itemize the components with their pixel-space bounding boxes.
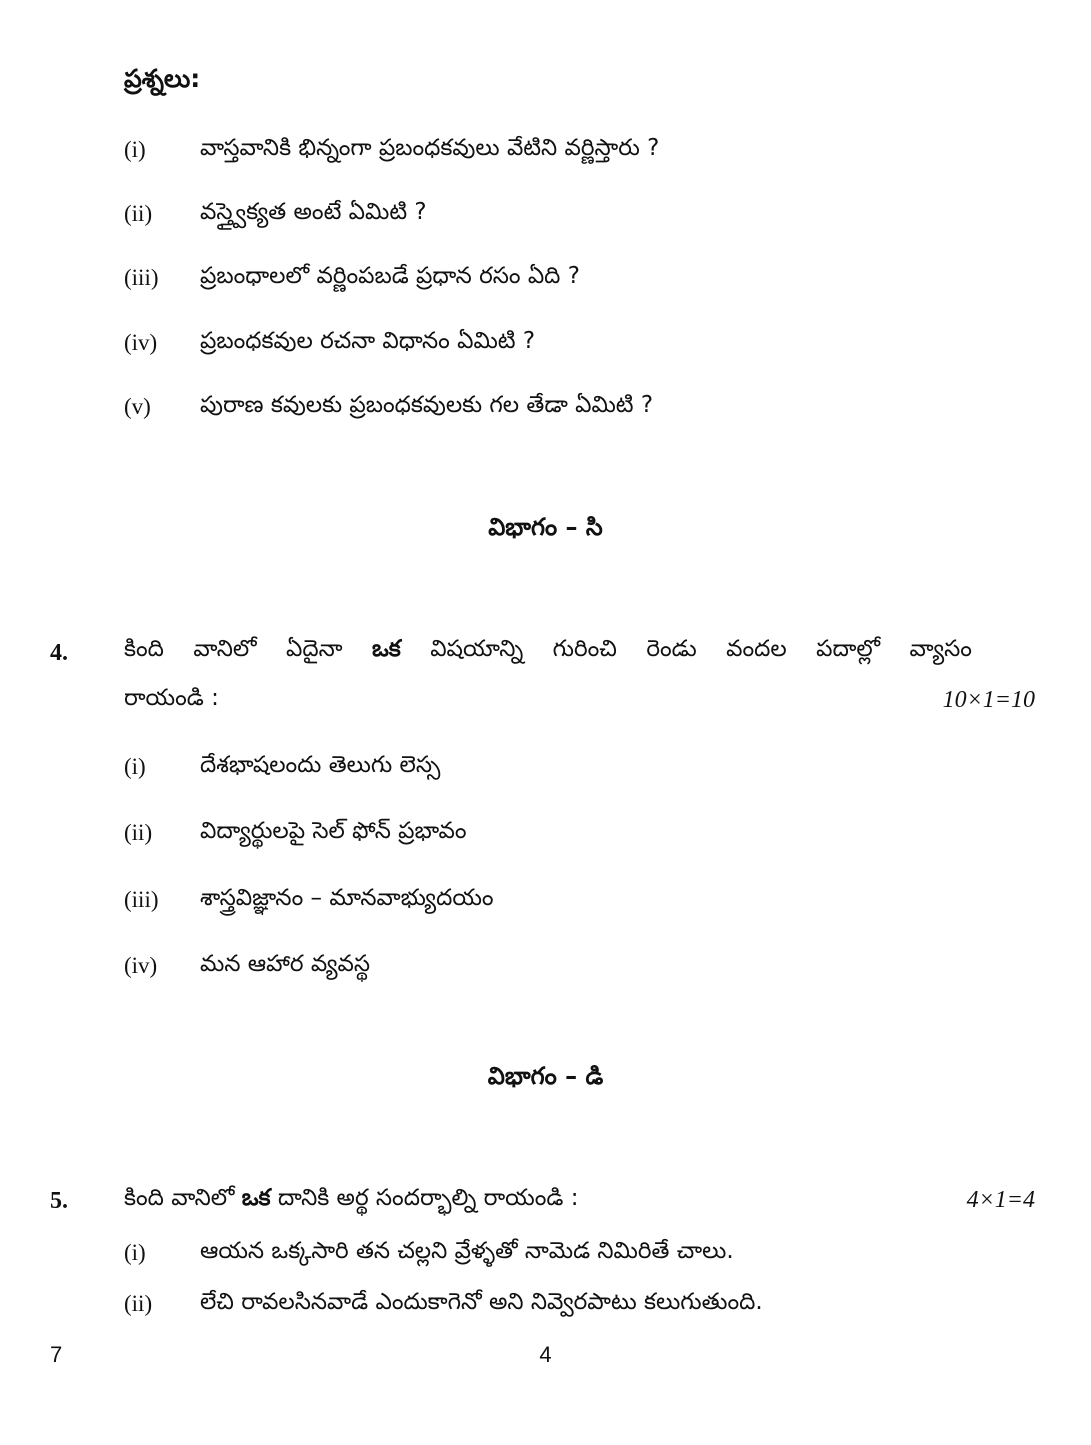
- passage-question-text: వాస్తవానికి భిన్నంగా ప్రబంధకవులు వేటిని వర్ణిస్తారు ?: [200, 135, 660, 161]
- q4-word-bold: ఒక: [371, 636, 401, 662]
- question-4-marks: 10×1=10: [942, 687, 1035, 713]
- footer-code: 7: [50, 1342, 63, 1367]
- passage-question-text: ప్రబంధకవుల రచనా విధానం ఏమిటి ?: [200, 328, 536, 354]
- q4-word: విషయాన్ని: [430, 636, 524, 662]
- passage-question-number: (iv): [124, 330, 158, 355]
- passage-question-text: వస్త్వైక్యత అంటే ఏమిటి ?: [200, 199, 427, 225]
- q4-word: రెండు: [646, 636, 697, 662]
- q4-word: వానిలో: [193, 636, 257, 662]
- page-number: 4: [539, 1342, 552, 1367]
- q4-word: వందల: [726, 636, 787, 662]
- q4-word: ఏదైనా: [286, 636, 343, 662]
- q5-option-number: (ii): [124, 1291, 153, 1316]
- q5-option-text: ఆయన ఒక్కసారి తన చల్లని వ్రేళ్ళతో నామెడ నిమిరితే చాలు.: [200, 1238, 734, 1264]
- q4-option-number: (ii): [124, 820, 153, 845]
- q4-word: వ్యాసం: [909, 636, 972, 662]
- passage-question-number: (ii): [124, 201, 153, 226]
- q5-text-post: దానికి అర్థ సందర్భాల్ని రాయండి :: [270, 1185, 579, 1211]
- q4-option-number: (iv): [124, 953, 158, 978]
- question-5-marks: 4×1=4: [966, 1187, 1035, 1213]
- question-4-line2: రాయండి :: [124, 685, 219, 711]
- passage-question-number: (iii): [124, 265, 159, 290]
- question-5-text: [124, 1185, 579, 1217]
- question-4-number: 4.: [50, 640, 68, 666]
- passage-question-text: పురాణ కవులకు ప్రబంధకవులకు గల తేడా ఏమిటి ?: [200, 392, 654, 418]
- passage-question-number: (i): [124, 137, 146, 162]
- q4-option-number: (iii): [124, 887, 159, 912]
- passage-question-text: ప్రబంధాలలో వర్ణింపబడే ప్రధాన రసం ఏది ?: [200, 263, 580, 289]
- q5-text-bold: ఒక: [241, 1185, 271, 1211]
- q5-option-text: లేచి రావలసినవాడే ఎందుకాగెనో అని నివ్వెరపాటు కలుగుతుంది.: [200, 1289, 763, 1315]
- q5-option-number: (i): [124, 1240, 146, 1265]
- q5-text-pre: కింది వానిలో: [124, 1185, 242, 1211]
- q4-option-text: మన ఆహార వ్యవస్థ: [200, 951, 370, 977]
- q4-option-text: శాస్త్రవిజ్ఞానం – మానవాభ్యుదయం: [200, 885, 494, 911]
- q4-option-number: (i): [124, 754, 146, 779]
- q4-word: కింది: [124, 636, 164, 662]
- q4-word: పదాల్లో: [816, 636, 881, 662]
- passage-question-number: (v): [124, 394, 151, 419]
- questions-heading: ప్రశ్నలు:: [124, 64, 201, 93]
- section-d-heading: విభాగం – డి: [487, 1062, 604, 1090]
- q4-option-text: దేశభాషలందు తెలుగు లెస్స: [200, 752, 441, 778]
- section-c-heading: విభాగం – సి: [488, 513, 603, 541]
- question-5-number: 5.: [50, 1188, 68, 1214]
- question-4-line1: [124, 636, 972, 668]
- q4-word: గురించి: [552, 636, 617, 662]
- q4-option-text: విద్యార్థులపై సెల్ ఫోన్ ప్రభావం: [200, 818, 467, 844]
